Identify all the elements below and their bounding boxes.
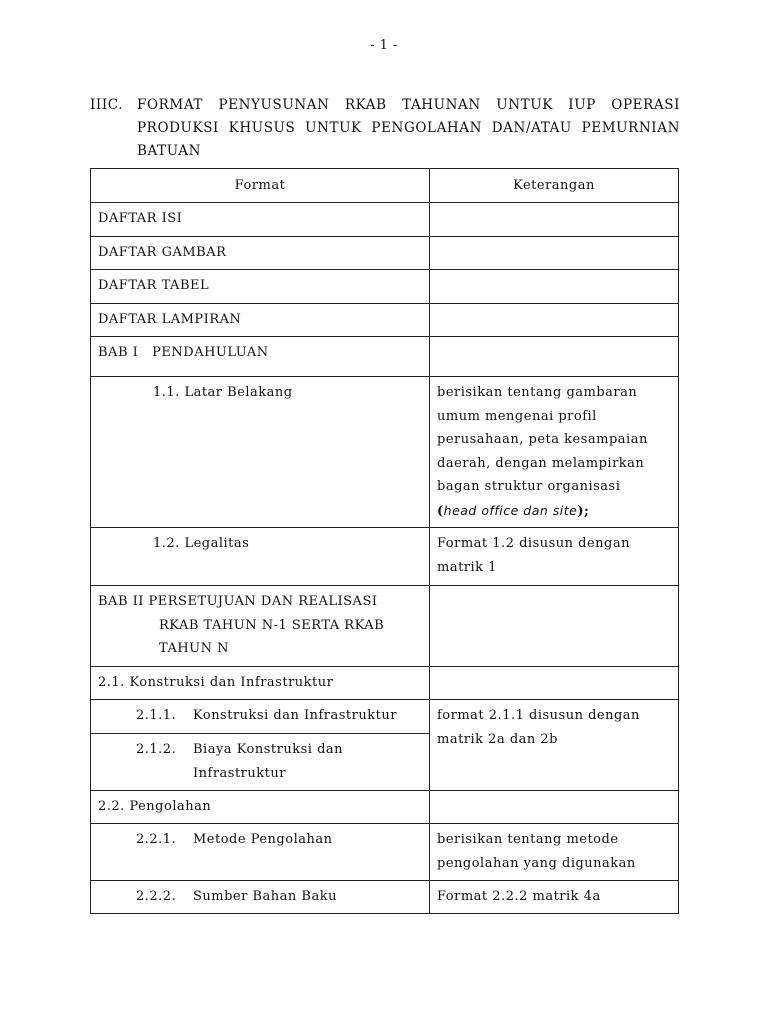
item-label: Metode Pengolahan xyxy=(193,832,333,847)
row-2-1-label: 2.1. Konstruksi dan Infrastruktur xyxy=(98,675,334,690)
table-row xyxy=(91,377,679,528)
table-row xyxy=(91,237,679,270)
table-row xyxy=(91,824,679,881)
table-row xyxy=(91,337,679,377)
row-daftar-tabel: DAFTAR TABEL xyxy=(98,278,210,293)
desc-line: Format 1.2 disusun dengan xyxy=(437,536,630,551)
page-number: - 1 - xyxy=(370,38,398,53)
table-row xyxy=(91,203,679,237)
desc-line: matrik 2a dan 2b xyxy=(437,731,559,747)
row-2-2-1-description xyxy=(430,824,678,879)
table-row xyxy=(91,528,679,586)
table-row xyxy=(91,881,679,914)
row-2-2-2 xyxy=(91,881,429,913)
bab-2-line: RKAB TAHUN N-1 SERTA RKAB xyxy=(159,617,385,633)
desc-line: daerah, dengan melampirkan xyxy=(437,455,645,471)
desc-line: umum mengenai profil xyxy=(437,408,597,424)
table-row xyxy=(91,586,679,667)
desc-line: pengolahan yang digunakan xyxy=(437,855,636,871)
desc-line: matrik 1 xyxy=(437,559,497,575)
item-label: Konstruksi dan Infrastruktur xyxy=(193,708,397,723)
item-number: 2.1.2. xyxy=(136,742,177,757)
section-heading xyxy=(90,94,680,163)
item-number: 2.2.2. xyxy=(136,889,177,904)
label-line: Biaya Konstruksi dan xyxy=(193,742,344,757)
row-2-2-label: 2.2. Pengolahan xyxy=(98,799,212,814)
table-row xyxy=(91,791,679,824)
section-number: IIIC. xyxy=(90,97,124,113)
table-row xyxy=(91,667,679,700)
format-table xyxy=(90,168,679,914)
bab-2-line: TAHUN N xyxy=(159,641,230,656)
table-row xyxy=(91,304,679,337)
item-number: 2.1.1. xyxy=(136,708,177,723)
desc-line: berisikan tentang gambaran xyxy=(437,385,638,400)
label-line: Infrastruktur xyxy=(193,765,286,781)
table-header-row xyxy=(91,169,679,203)
row-1-2-label: 1.2. Legalitas xyxy=(153,536,250,551)
item-label xyxy=(193,738,343,785)
row-bab-1: BAB I PENDAHULUAN xyxy=(98,345,269,360)
row-2-1-1 xyxy=(91,700,429,732)
table-row xyxy=(91,700,679,734)
row-1-1-label: 1.1. Latar Belakang xyxy=(153,385,293,400)
desc-line: bagan struktur organisasi xyxy=(437,479,621,494)
row-2-1-x-description xyxy=(430,700,678,755)
row-daftar-lampiran: DAFTAR LAMPIRAN xyxy=(98,312,242,327)
row-1-1-description xyxy=(430,377,678,527)
bab-2-line: BAB II PERSETUJUAN DAN REALISASI xyxy=(98,594,378,609)
desc-line xyxy=(437,499,671,524)
table-row xyxy=(91,270,679,304)
paren-close: ); xyxy=(577,503,590,519)
desc-line: perusahaan, peta kesampaian xyxy=(437,432,648,447)
row-daftar-isi: DAFTAR ISI xyxy=(98,211,183,226)
row-2-2-1 xyxy=(91,824,429,856)
header-format: Format xyxy=(91,169,430,203)
desc-line: format 2.1.1 disusun dengan xyxy=(437,708,640,723)
row-2-2-2-description: Format 2.2.2 matrik 4a xyxy=(437,889,601,904)
italic-text: head office dan site xyxy=(443,502,578,518)
row-2-1-2 xyxy=(91,734,429,789)
section-title: FORMAT PENYUSUNAN RKAB TAHUNAN UNTUK IUP OPERASI PRODUKSI KHUSUS UNTUK PENGOLAHAN DAN/ATAU PEMURNIAN BATUAN xyxy=(137,97,680,159)
item-label: Sumber Bahan Baku xyxy=(193,889,337,904)
desc-line: berisikan tentang metode xyxy=(437,832,619,847)
row-daftar-gambar: DAFTAR GAMBAR xyxy=(98,245,227,260)
paren-open: ( xyxy=(437,503,444,519)
item-number: 2.2.1. xyxy=(136,832,177,847)
row-bab-2 xyxy=(91,586,429,665)
header-keterangan: Keterangan xyxy=(430,169,679,203)
row-1-2-description xyxy=(430,528,678,583)
